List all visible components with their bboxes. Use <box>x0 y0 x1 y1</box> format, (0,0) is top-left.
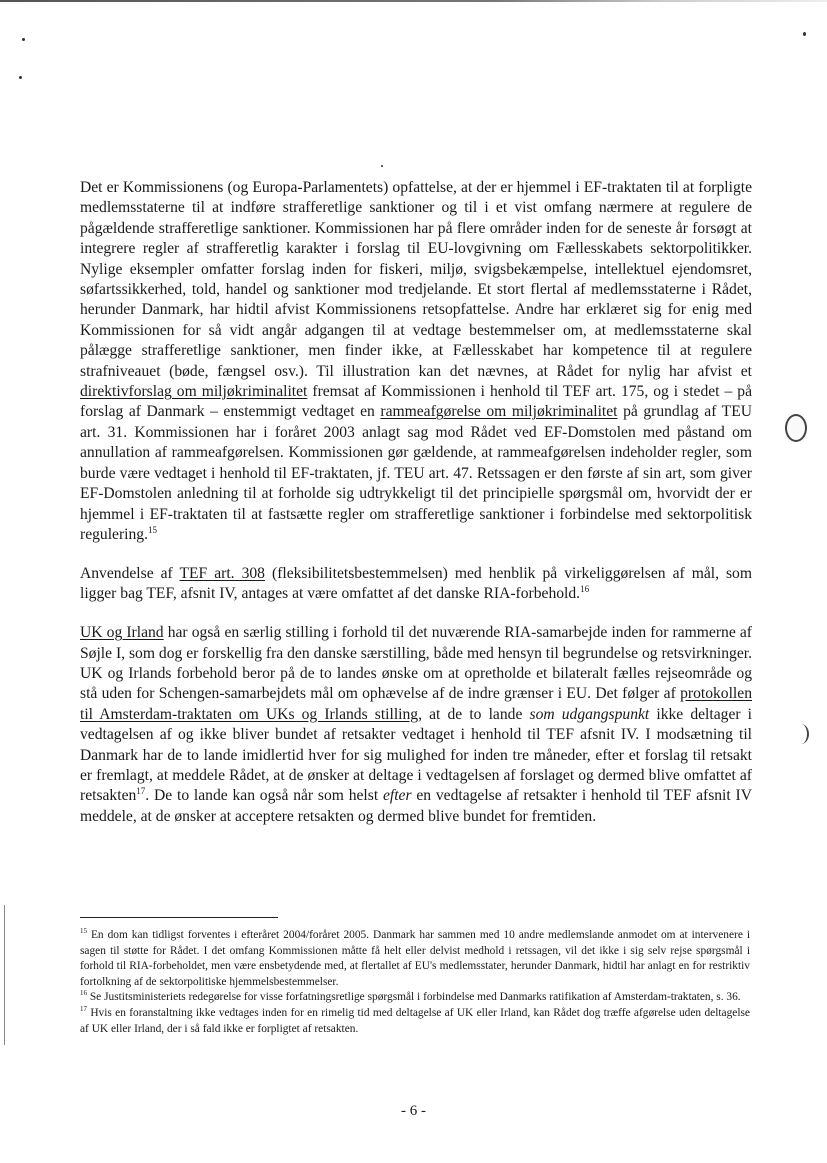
scan-speck <box>381 165 383 167</box>
footnote-marker: 15 <box>80 927 87 936</box>
scan-edge-line <box>0 0 827 2</box>
footnote-marker: 17 <box>80 1005 87 1014</box>
text-run: ikke deltager i vedtagelsen af og ikke bliver bundet af retsakter vedtaget i henhold til TEF afsnit IV. I modsætning til Danmark har de to lande imidlertid hver for sig mulighed for inden tre måneder, efter et forslag til retsakt er fremlagt, at meddele Rådet, at de ønsker at deltage i vedtagelsen af forslaget og dermed blive omfattet af retsakten <box>80 705 753 805</box>
paragraph <box>80 178 752 545</box>
scan-speck <box>19 76 22 79</box>
page-number: - 6 - <box>401 1103 426 1119</box>
footnote-text: Hvis en foranstaltning ikke vedtages inden for en rimelig tid med deltagelse af UK eller Irland, kan Rådet dog træffe afgørelse uden deltagelse af UK eller Irland, der i så fald ikke er forpligtet af retsakten. <box>80 1006 750 1035</box>
footnote-marker: 16 <box>80 989 87 998</box>
underlined-term: UK og Irland <box>80 624 164 642</box>
footnote-reference: 16 <box>580 584 590 595</box>
footnote <box>80 1006 750 1037</box>
footnote-reference: 15 <box>147 524 157 535</box>
text-run: (fleksibilitetsbestemmelsen) med henblik på virkeliggørelsen af mål, som ligger bag TEF, afsnit IV, antages at være omfattet af det danske RIA-forbehold. <box>80 564 752 603</box>
text-run: Det er Kommissionens (og Europa-Parlamentets) opfattelse, at der er hjemmel i EF-traktaten til at forpligte medlemsstaterne til at indføre strafferetlige sanktioner og til i et vist omfang nærmere at regulere de pågældende strafferetlige sanktioner. Kommissionen har på flere områder inden for de seneste år forsøgt at integrere regler af strafferetlig karakter i forslag til EU-lovgivning om Fællesskabets sektorpolitikker. Nylige eksempler omfatter forslag inden for fiskeri, miljø, svigsbekæmpelse, intellektuel ejendomsret, søfartssikkerhed, told, handel og sanktioner mod tredjelande. Et stort flertal af medlemsstaterne i Rådet, herunder Danmark, har hidtil afvist Kommissionens retsopfattelse. Andre har erklæret sig for enig med Kommissionen for så vidt angår adgangen til at vedtage bestemmelser om, at medlemsstaterne skal pålægge strafferetlige sanktioner, men finder ikke, at Fællesskabet har kompetence til at regulere strafniveauet (bøde, fængsel osv.). Til illustration kan det nævnes, at Rådet for nylig har afvist et <box>80 179 752 380</box>
text-run: en vedtagelse af retsakter i henhold til TEF afsnit IV meddele, at de ønsker at acceptere retsakten og dermed blive bundet for fremtiden. <box>80 787 752 825</box>
text-run: . De to lande kan også når som helst <box>145 787 383 805</box>
scan-speck <box>803 32 806 36</box>
footnote-text: Se Justitsministeriets redegørelse for visse forfatningsretlige spørgsmål i forbindelse med Danmarks ratifikation af Amsterdam-traktaten, s. 36. <box>87 991 741 1004</box>
paragraph <box>80 623 752 827</box>
paragraph <box>80 564 752 605</box>
underlined-term: rammeafgørelse om miljøkriminalitet <box>380 403 618 421</box>
emphasis: som udgangspunkt <box>529 705 650 723</box>
underlined-term: direktivforslag om miljøkriminalitet <box>80 383 308 401</box>
punch-hole-icon <box>785 414 807 442</box>
punch-hole-partial-icon <box>793 724 809 744</box>
underlined-term: protokollen til Amsterdam-traktaten om UKs og Irlands stilling <box>80 685 752 723</box>
text-run: Anvendelse af <box>80 564 180 582</box>
footnote <box>80 928 750 990</box>
text-run: har også en særlig stilling i forhold til det nuværende RIA-samarbejde inden for rammerne af Søjle I, som dog er forskellig fra den danske særstilling, både med hensyn til begrundelse og retsvirkninger. UK og Irlands forbehold beror på de to landes ønske om at opretholde et bilateralt fælles rejseområde og stå uden for Schengen-samarbejdets mål om ophævelse af de indre grænser i EU. Det følger af <box>80 624 752 703</box>
text-run: , at de to lande <box>418 705 530 723</box>
footnote <box>80 990 750 1006</box>
underlined-term: TEF art. 308 <box>179 564 265 582</box>
emphasis: efter <box>382 787 412 805</box>
scan-speck <box>22 38 25 41</box>
text-run: på grundlag af TEU art. 31. Kommissionen har i foråret 2003 anlagt sag mod Rådet ved EF-Domstolen med påstand om annullation af rammeafgørelsen. Kommissionen gør gældende, at rammeafgørelsen indeholder regler, som burde være vedtaget i henhold til EF-traktaten, jf. TEU art. 47. Retssagen er den første af sin art, som giver EF-Domstolen anledning til at forholde sig udtrykkeligt til det principielle spørgsmål om, hvorvidt der er hjemmel i EF-traktaten til at fastsætte regler om strafferetlige sanktioner i forbindelse med sektorpolitisk regulering. <box>80 403 752 543</box>
body-text <box>80 178 752 827</box>
footnote-text: En dom kan tidligst forventes i efteråret 2004/foråret 2005. Danmark har sammen med 10 andre medlemslande anmodet om at intervenere i sagen til støtte for Rådet. I det omfang Kommissionen måtte få helt eller delvist medhold i retssagen, vil det ikke i sig selv rejse spørgsmål i forhold til RIA-forbeholdet, men være ensbetydende med, at flertallet af EU's medlemsstater, herunder Danmark, hidtil har anlagt en for restriktiv fortolkning af de sektorpolitiske hjemmelsbestemmelser. <box>80 929 750 988</box>
margin-line <box>4 905 5 1045</box>
footnotes <box>80 928 750 1037</box>
text-run: fremsat af Kommissionen i henhold til TEF art. 175, og i stedet – på forslag af Danmark – enstemmigt vedtaget en <box>80 383 752 421</box>
footnote-divider <box>80 917 278 918</box>
footnote-reference: 17 <box>136 786 146 797</box>
